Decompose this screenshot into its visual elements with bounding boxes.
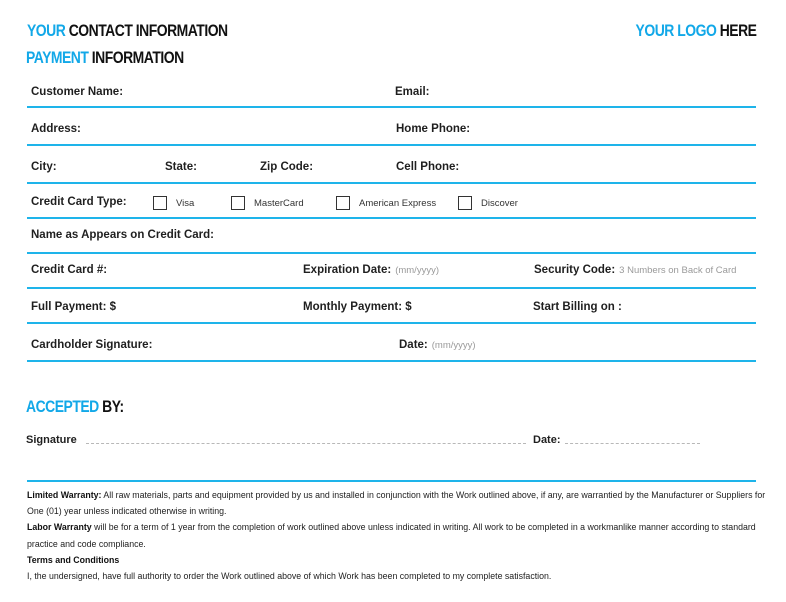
state-field[interactable]: State: [165, 161, 197, 173]
expiration-date-field[interactable] [303, 264, 439, 276]
card-option-discover[interactable] [458, 196, 518, 210]
divider [27, 144, 756, 146]
payment-info-heading [26, 48, 184, 68]
date-label: Date: [399, 339, 428, 351]
city-field[interactable]: City: [31, 161, 57, 173]
signature-line[interactable] [86, 443, 526, 444]
terms-section [27, 487, 767, 584]
start-billing-field[interactable]: Start Billing on : [533, 301, 622, 313]
date-hint: (mm/yyyy) [431, 340, 476, 351]
credit-card-number-field[interactable]: Credit Card #: [31, 264, 108, 276]
option-label: MasterCard [254, 197, 304, 209]
limited-warranty-text: All raw materials, parts and equipment provided by us and installed in conjunction with the Work outlined above, if any, are warrantied by the Manufacturer or Suppliers for One (01) year unless indicated otherwise in writing. [27, 490, 766, 517]
address-field[interactable]: Address: [31, 123, 81, 135]
expiration-hint: (mm/yyyy) [395, 265, 439, 276]
divider [27, 287, 756, 289]
option-label: Visa [176, 197, 195, 209]
credit-card-type-label: Credit Card Type: [31, 196, 127, 208]
terms-conditions-text: I, the undersigned, have full authority to order the Work outlined above of which Work has been completed to my complete satisfaction. [27, 571, 552, 582]
security-code-hint: 3 Numbers on Back of Card [619, 265, 737, 276]
option-label: American Express [359, 197, 437, 209]
monthly-payment-field[interactable]: Monthly Payment: $ [303, 301, 412, 313]
accepted-by-heading [26, 397, 124, 417]
terms-conditions-label: Terms and Conditions [27, 554, 120, 565]
limited-warranty [27, 487, 767, 519]
cardholder-signature-field[interactable]: Cardholder Signature: [31, 339, 153, 351]
security-code-label: Security Code: [534, 264, 616, 276]
divider [27, 480, 756, 482]
divider [27, 360, 756, 362]
security-code-field[interactable] [534, 264, 736, 276]
logo-placeholder [635, 21, 756, 41]
heading-rest: CONTACT INFORMATION [68, 21, 228, 40]
logo-rest: HERE [719, 21, 756, 40]
accepted-signature-label: Signature [26, 434, 77, 446]
contact-info-heading [27, 21, 228, 41]
heading-rest: INFORMATION [91, 48, 184, 67]
expiration-label: Expiration Date: [303, 264, 392, 276]
divider [27, 106, 756, 108]
heading-accent: PAYMENT [26, 48, 89, 67]
home-phone-field[interactable]: Home Phone: [396, 123, 471, 135]
accepted-date-label: Date: [533, 434, 561, 446]
labor-warranty-label: Labor Warranty [27, 522, 92, 533]
name-on-card-field[interactable]: Name as Appears on Credit Card: [31, 229, 214, 241]
option-label: Discover [481, 197, 518, 209]
divider [27, 252, 756, 254]
card-option-visa[interactable] [153, 196, 194, 210]
logo-accent: YOUR LOGO [635, 21, 716, 40]
divider [27, 322, 756, 324]
heading-accent: YOUR [27, 21, 66, 40]
email-field[interactable]: Email: [395, 86, 430, 98]
heading-accent: ACCEPTED [26, 397, 99, 416]
card-option-mastercard[interactable] [231, 196, 304, 210]
divider [27, 182, 756, 184]
card-option-american-express[interactable] [336, 196, 436, 210]
checkbox[interactable] [336, 196, 350, 210]
labor-warranty [27, 519, 767, 551]
signature-date-field[interactable] [399, 339, 476, 351]
date-line[interactable] [565, 443, 700, 444]
zip-code-field[interactable]: Zip Code: [260, 161, 314, 173]
divider [27, 217, 756, 219]
cell-phone-field[interactable]: Cell Phone: [396, 161, 460, 173]
checkbox[interactable] [153, 196, 167, 210]
labor-warranty-text: will be for a term of 1 year from the completion of work outlined above unless indicated in writing. All work to be completed in a workmanlike manner according to standard practice and code compliance. [27, 522, 756, 549]
heading-rest: BY: [102, 397, 124, 416]
limited-warranty-label: Limited Warranty: [27, 490, 102, 500]
checkbox[interactable] [458, 196, 472, 210]
full-payment-field[interactable]: Full Payment: $ [31, 301, 116, 313]
customer-name-field[interactable]: Customer Name: [31, 86, 124, 98]
checkbox[interactable] [231, 196, 245, 210]
